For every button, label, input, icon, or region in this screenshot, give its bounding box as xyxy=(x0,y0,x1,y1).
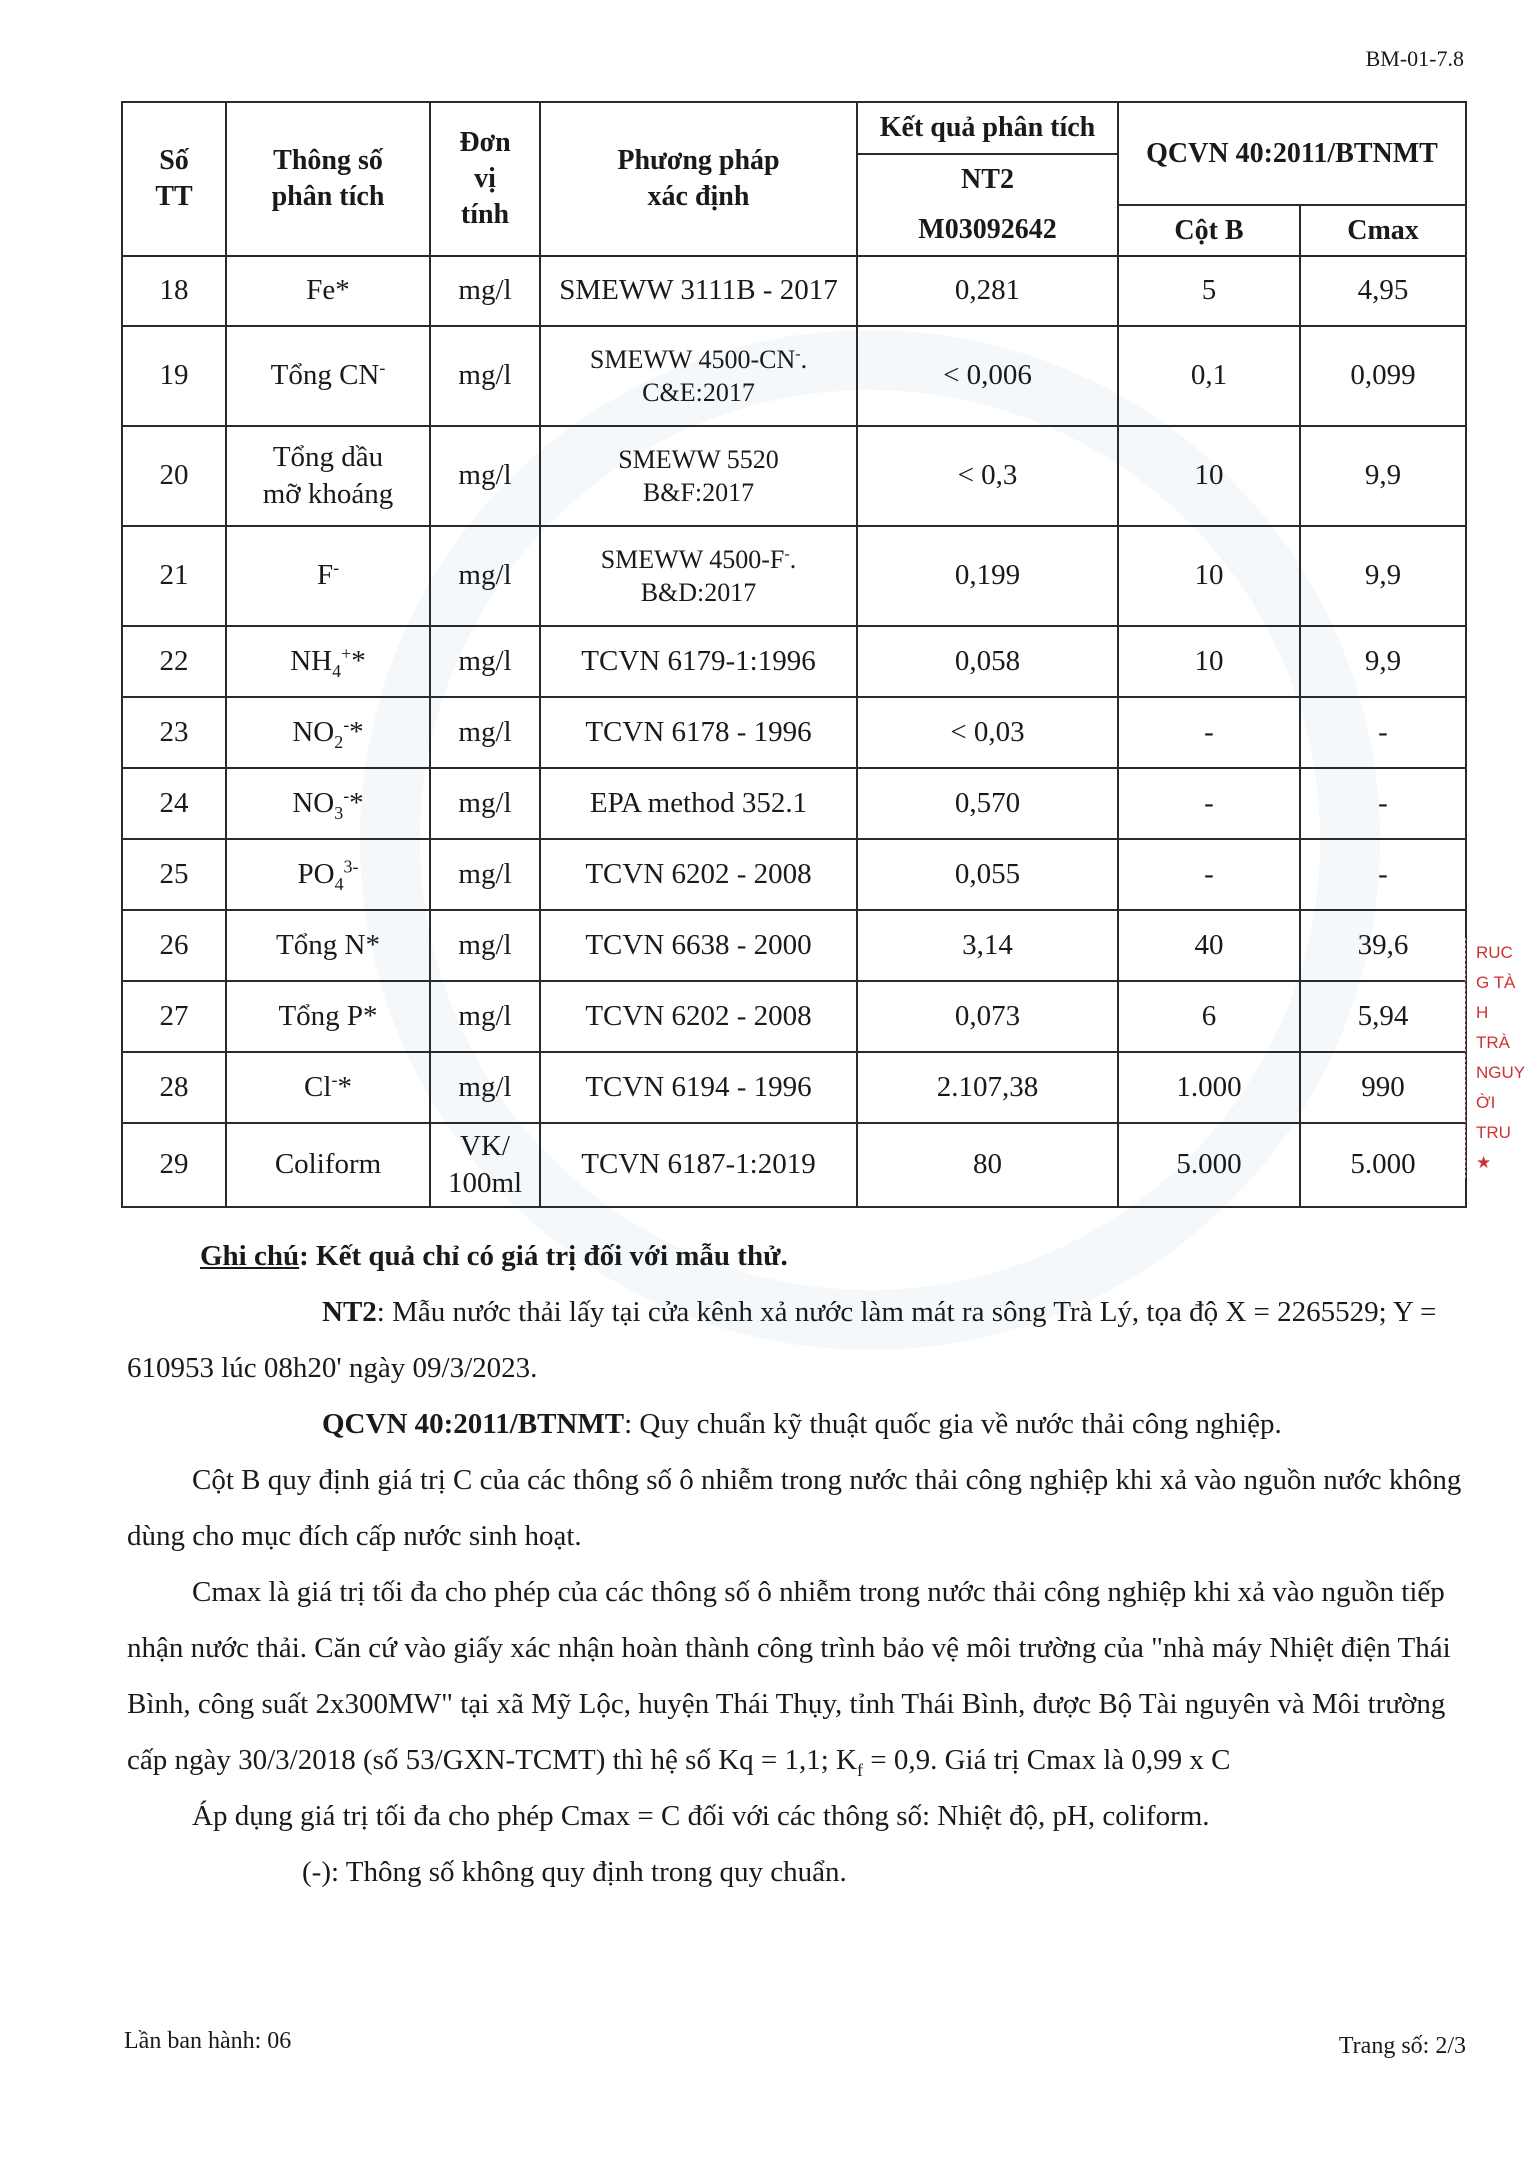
header-unit: Đơn vị tính xyxy=(430,102,540,256)
table-row xyxy=(122,626,1466,697)
cell-parameter: $NH_4^+*$ xyxy=(226,626,430,697)
cell-method: TCVN 6202 - 2008 xyxy=(540,981,857,1052)
cell-parameter: Tổng P* xyxy=(226,981,430,1052)
cell-result: 0,570 xyxy=(857,768,1118,839)
cell-result: 80 xyxy=(857,1123,1118,1207)
cell-parameter: F- xyxy=(226,526,430,626)
note-apply: Áp dụng giá trị tối đa cho phép Cmax = C đối với các thông số: Nhiệt độ, pH, coliform. xyxy=(192,1800,1210,1832)
cell-method: SMEWW 4500-CN-. C&E:2017 xyxy=(540,326,857,426)
cell-cmax: 0,099 xyxy=(1300,326,1466,426)
cell-method: TCVN 6179-1:1996 xyxy=(540,626,857,697)
cell-result: 0,073 xyxy=(857,981,1118,1052)
table-row xyxy=(122,981,1466,1052)
cell-col-b: 10 xyxy=(1118,526,1300,626)
cell-cmax: 5.000 xyxy=(1300,1123,1466,1207)
cell-col-b: - xyxy=(1118,768,1300,839)
notes-section xyxy=(127,1228,1472,1900)
note-col-b: Cột B quy định giá trị C của các thông số ô nhiễm trong nước thải công nghiệp khi xả vào nguồn nước không dùng cho mục đích cấp nước sinh hoạt. xyxy=(127,1464,1462,1552)
cell-unit: mg/l xyxy=(430,910,540,981)
header-sample: NT2 xyxy=(857,154,1118,205)
table-row xyxy=(122,768,1466,839)
header-result-group: Kết quả phân tích xyxy=(857,102,1118,154)
cell-stt: 24 xyxy=(122,768,226,839)
header-parameter: Thông số phân tích xyxy=(226,102,430,256)
table-row xyxy=(122,1052,1466,1123)
cell-method: SMEWW 3111B - 2017 xyxy=(540,256,857,326)
header-sample-code: M03092642 xyxy=(857,205,1118,256)
cell-method: TCVN 6194 - 1996 xyxy=(540,1052,857,1123)
cell-unit: mg/l xyxy=(430,697,540,768)
cell-stt: 23 xyxy=(122,697,226,768)
cell-parameter: Cl-* xyxy=(226,1052,430,1123)
table-row xyxy=(122,697,1466,768)
cell-col-b: 10 xyxy=(1118,426,1300,526)
cell-result: 0,199 xyxy=(857,526,1118,626)
cell-method: TCVN 6187-1:2019 xyxy=(540,1123,857,1207)
cell-col-b: 10 xyxy=(1118,626,1300,697)
cell-unit: mg/l xyxy=(430,1052,540,1123)
cell-stt: 27 xyxy=(122,981,226,1052)
table-row xyxy=(122,426,1466,526)
cell-col-b: 5.000 xyxy=(1118,1123,1300,1207)
page-number: Trang số: 2/3 xyxy=(1338,2033,1466,2059)
table-row xyxy=(122,326,1466,426)
cell-parameter: $NO_2^-*$ xyxy=(226,697,430,768)
cell-unit: mg/l xyxy=(430,981,540,1052)
cell-col-b: 5 xyxy=(1118,256,1300,326)
note-qcvn: QCVN 40:2011/BTNMT: Quy chuẩn kỹ thuật quốc gia về nước thải công nghiệp. xyxy=(322,1408,1282,1440)
cell-parameter: Tổng dầu mỡ khoáng xyxy=(226,426,430,526)
table-row xyxy=(122,839,1466,910)
cell-unit: mg/l xyxy=(430,839,540,910)
cell-result: < 0,006 xyxy=(857,326,1118,426)
cell-unit: VK/ 100ml xyxy=(430,1123,540,1207)
cell-result: 0,281 xyxy=(857,256,1118,326)
cell-cmax: 990 xyxy=(1300,1052,1466,1123)
cell-cmax: - xyxy=(1300,839,1466,910)
cell-parameter: Tổng CN- xyxy=(226,326,430,426)
cell-stt: 25 xyxy=(122,839,226,910)
note-nt2: NT2: Mẫu nước thải lấy tại cửa kênh xả nước làm mát ra sông Trà Lý, tọa độ X = 2265529; Y = 610953 lúc 08h20' ngày 09/3/2023. xyxy=(127,1296,1437,1384)
header-col-b: Cột B xyxy=(1118,205,1300,256)
cell-col-b: 6 xyxy=(1118,981,1300,1052)
cell-stt: 20 xyxy=(122,426,226,526)
cell-cmax: 4,95 xyxy=(1300,256,1466,326)
cell-method: TCVN 6638 - 2000 xyxy=(540,910,857,981)
cell-parameter: $PO_4^{3-}$ xyxy=(226,839,430,910)
cell-stt: 28 xyxy=(122,1052,226,1123)
cell-unit: mg/l xyxy=(430,426,540,526)
cell-col-b: - xyxy=(1118,839,1300,910)
cell-col-b: 0,1 xyxy=(1118,326,1300,426)
note-dash: (-): Thông số không quy định trong quy chuẩn. xyxy=(302,1856,847,1888)
header-method: Phương pháp xác định xyxy=(540,102,857,256)
cell-method: TCVN 6202 - 2008 xyxy=(540,839,857,910)
cell-unit: mg/l xyxy=(430,256,540,326)
cell-method: SMEWW 5520 B&F:2017 xyxy=(540,426,857,526)
cell-unit: mg/l xyxy=(430,768,540,839)
header-cmax: Cmax xyxy=(1300,205,1466,256)
cell-result: < 0,3 xyxy=(857,426,1118,526)
table-row xyxy=(122,526,1466,626)
cell-parameter: $NO_3^-*$ xyxy=(226,768,430,839)
cell-col-b: 40 xyxy=(1118,910,1300,981)
cell-stt: 29 xyxy=(122,1123,226,1207)
cell-unit: mg/l xyxy=(430,526,540,626)
cell-cmax: 5,94 xyxy=(1300,981,1466,1052)
cell-col-b: - xyxy=(1118,697,1300,768)
cell-unit: mg/l xyxy=(430,326,540,426)
table-row xyxy=(122,1123,1466,1207)
cell-cmax: - xyxy=(1300,697,1466,768)
results-table xyxy=(121,101,1467,1208)
cell-result: 0,055 xyxy=(857,839,1118,910)
cell-parameter: Fe* xyxy=(226,256,430,326)
cell-cmax: 9,9 xyxy=(1300,526,1466,626)
cell-stt: 21 xyxy=(122,526,226,626)
cell-cmax: 9,9 xyxy=(1300,426,1466,526)
cell-cmax: 9,9 xyxy=(1300,626,1466,697)
note-cmax: Cmax là giá trị tối đa cho phép của các thông số ô nhiễm trong nước thải công nghiệp khi xả vào nguồn tiếp nhận nước thải. Căn cứ vào giấy xác nhận hoàn thành công trình bảo vệ môi trường của "nhà máy Nhiệt điện Thái Bình, công suất 2x300MW" tại xã Mỹ Lộc, huyện Thái Thụy, tỉnh Thái Bình, được Bộ Tài nguyên và Môi trường cấp ngày 30/3/2018 (số 53/GXN-TCMT) thì hệ số Kq = 1,1; $K_f = 0,9$. Giá trị Cmax là 0,99 x C xyxy=(127,1576,1451,1780)
cell-result: < 0,03 xyxy=(857,697,1118,768)
cell-stt: 18 xyxy=(122,256,226,326)
header-standard: QCVN 40:2011/BTNMT xyxy=(1118,102,1466,205)
cell-result: 2.107,38 xyxy=(857,1052,1118,1123)
cell-cmax: 39,6 xyxy=(1300,910,1466,981)
cell-col-b: 1.000 xyxy=(1118,1052,1300,1123)
cell-result: 0,058 xyxy=(857,626,1118,697)
table-row xyxy=(122,256,1466,326)
cell-cmax: - xyxy=(1300,768,1466,839)
document-code: BM-01-7.8 xyxy=(1365,46,1464,71)
cell-method: EPA method 352.1 xyxy=(540,768,857,839)
cell-method: SMEWW 4500-F-. B&D:2017 xyxy=(540,526,857,626)
cell-stt: 26 xyxy=(122,910,226,981)
red-stamp: RUC G TÀ H TRÀ NGUY ỜI TRU ★ xyxy=(1465,938,1526,1178)
cell-result: 3,14 xyxy=(857,910,1118,981)
issue-number: Lần ban hành: 06 xyxy=(124,2028,292,2054)
cell-stt: 19 xyxy=(122,326,226,426)
cell-method: TCVN 6178 - 1996 xyxy=(540,697,857,768)
header-stt: Số TT xyxy=(122,102,226,256)
cell-parameter: Tổng N* xyxy=(226,910,430,981)
table-row xyxy=(122,910,1466,981)
cell-stt: 22 xyxy=(122,626,226,697)
star-icon: ★ xyxy=(1476,1153,1492,1172)
cell-unit: mg/l xyxy=(430,626,540,697)
cell-parameter: Coliform xyxy=(226,1123,430,1207)
note-intro: Ghi chú: Kết quả chỉ có giá trị đối với mẫu thử. xyxy=(200,1240,788,1272)
